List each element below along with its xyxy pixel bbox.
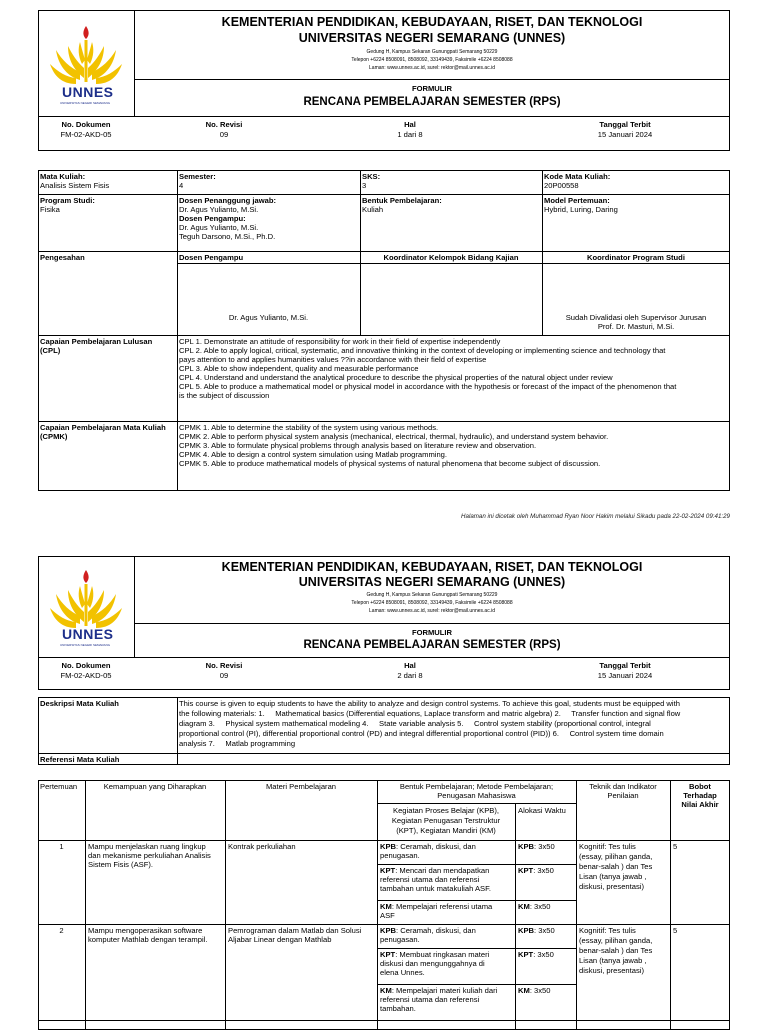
row-kpb: KPB: Ceramah, diskusi, dan: [380, 926, 476, 935]
revision: 09: [219, 671, 229, 680]
lecturer-2: Teguh Darsono, M.Si., Ph.D.: [179, 232, 276, 241]
approval-validated-note: Sudah Divalidasi oleh Supervisor Jurusan: [565, 313, 707, 322]
page-label: Hal: [404, 661, 416, 670]
doc-no-label: No. Dokumen: [61, 661, 111, 670]
address-line-1: Gedung H, Kampus Sekaran Gunungpati Semarang 50229: [366, 49, 498, 55]
col-time: Alokasi Waktu: [518, 806, 566, 815]
doc-no-label: No. Dokumen: [61, 120, 111, 129]
university-title: UNIVERSITAS NEGERI SEMARANG (UNNES): [298, 31, 566, 45]
cpl-line: is the subject of discussion: [179, 391, 270, 400]
page-number: 2 dari 8: [397, 671, 423, 680]
lecturer-1: Dr. Agus Yulianto, M.Si.: [179, 223, 259, 232]
sks-label: SKS:: [362, 172, 381, 181]
program: Fisika: [40, 205, 60, 214]
unnes-logo: [46, 564, 126, 654]
date: 15 Januari 2024: [597, 130, 653, 139]
row-meeting-number: 1: [59, 842, 64, 851]
col-form-line2: Penugasan Mahasiswa: [437, 791, 516, 800]
learning-form-label: Bentuk Pembelajaran:: [362, 196, 442, 205]
row-ability: Mampu menjelaskan ruang lingkup: [88, 842, 206, 851]
row-technique: Lisan (tanya jawab ,: [579, 872, 647, 881]
address-line-3: Laman: www.unnes.ac.id, surel: rektor@mail.unnes.ac.id: [369, 65, 495, 71]
logo-subtext: UNIVERSITAS NEGERI SEMARANG: [60, 101, 111, 105]
row-technique: Kognitif: Tes tulis: [579, 926, 636, 935]
address-line-2: Telepon +6224 8508091, 8508092, 33149439, Faksimile +6224 8508088: [351, 57, 513, 63]
row-kpt-cont: diskusi dan mengunggahnya di: [380, 959, 485, 968]
row-km-cont: referensi utama dan referensi: [380, 995, 480, 1004]
page-label: Hal: [404, 120, 416, 129]
row-kpt: KPT: Mencari dan mendapatkan: [380, 866, 490, 875]
cpl-line: CPL 3. Able to show independent, quality and measurable performance: [179, 364, 419, 373]
page-number: 1 dari 8: [397, 130, 423, 139]
lecturer-in-charge: Dr. Agus Yulianto, M.Si.: [179, 205, 259, 214]
description-line: analysis 7. Matlab programming: [179, 739, 296, 748]
ministry-title: KEMENTERIAN PENDIDIKAN, KEBUDAYAAN, RISET, DAN TEKNOLOGI: [221, 15, 643, 29]
cpmk-line: CPMK 1. Able to determine the stability of the system using various methods.: [179, 423, 439, 432]
cpl-line: pays attention to and applies humanities values ??in accordance with their field of expertise: [179, 355, 487, 364]
col-weight-line1: Bobot: [689, 782, 711, 791]
description-line: diagram 3. Physical system mathematical modeling 4. State variable analysis 5. Control system stability (proportional control, integral: [179, 719, 651, 728]
cpl-line: CPL 1. Demonstrate an attitude of responsibility for work in their field of expertise independently: [179, 337, 501, 346]
row-ability: komputer Mathlab dengan terampil.: [88, 935, 208, 944]
reference-label: Referensi Mata Kuliah: [40, 755, 120, 764]
course-name-label: Mata Kuliah:: [40, 172, 86, 181]
row-material: Pemrograman dalam Matlab dan Solusi: [228, 926, 362, 935]
description-line: This course is given to equip students to have the ability to analyze and design control systems. To achieve this goal, students must be equipped with: [179, 699, 680, 708]
row-kpt-time: KPT: 3x50: [518, 866, 554, 875]
cpl-line: CPL 4. Understand and understand the analytical procedure to describe the physical properties of the natural object under review: [179, 373, 613, 382]
row-kpt-cont: referensi utama dan referensi: [380, 875, 480, 884]
description-label: Deskripsi Mata Kuliah: [40, 699, 119, 708]
cpmk-line: CPMK 3. Able to formulate physical problems through analysis based on literature review and observation.: [179, 441, 537, 450]
row-kpb: KPB: Ceramah, diskusi, dan: [380, 842, 476, 851]
row-technique: (essay, pilihan ganda,: [579, 852, 653, 861]
form-title: RENCANA PEMBELAJARAN SEMESTER (RPS): [303, 96, 561, 108]
col-activity-line2: Kegiatan Penugasan Terstruktur: [391, 816, 501, 825]
col-weight-line3: Nilai Akhir: [681, 800, 719, 809]
address-line-2: Telepon +6224 8508091, 8508092, 33149439, Faksimile +6224 8508088: [351, 600, 513, 606]
approval-signature-program: Prof. Dr. Masturi, M.Si.: [597, 322, 675, 331]
date: 15 Januari 2024: [597, 671, 653, 680]
row-km-time: KM: 3x50: [518, 902, 551, 911]
col-technique-line2: Penilaian: [607, 791, 639, 800]
description-line: proportional control (PI), differential proportional control (PD) and integral differential proportional control (PID)) 6. Control system time domain: [179, 729, 664, 738]
cpl-line: CPL 2. Able to apply logical, critical, systematic, and innovative thinking in the context of developing or implementing science and technology that: [179, 346, 666, 355]
row-km-cont: ASF: [380, 911, 395, 920]
col-form-line1: Bentuk Pembelajaran; Metode Pembelajaran;: [399, 782, 554, 791]
row-kpb-cont: penugasan.: [380, 851, 420, 860]
cpl-label: Capaian Pembelajaran Lulusan (CPL): [40, 337, 153, 356]
logo-text: UNNES: [62, 84, 114, 100]
logo-subtext: UNIVERSITAS NEGERI SEMARANG: [60, 643, 111, 647]
sks: 3: [362, 181, 367, 190]
revision: 09: [219, 130, 229, 139]
cpmk-line: CPMK 2. Able to perform physical system analysis (mechanical, electrical, thermal, hydraulic), and understand system behavior.: [179, 432, 609, 441]
form-title: RENCANA PEMBELAJARAN SEMESTER (RPS): [303, 639, 561, 651]
col-material: Materi Pembelajaran: [265, 782, 337, 791]
row-material: Kontrak perkuliahan: [228, 842, 296, 851]
row-km: KM: Mempelajari materi kuliah dari: [380, 986, 498, 995]
approval-col-coordinator-field: Koordinator Kelompok Bidang Kajian: [383, 253, 519, 262]
cpl-line: CPL 5. Able to produce a mathematical model or physical model in accordance with the hypothesis or forecast of the impact of the phenomenon that: [179, 382, 677, 391]
university-title: UNIVERSITAS NEGERI SEMARANG (UNNES): [298, 575, 566, 589]
address-line-1: Gedung H, Kampus Sekaran Gunungpati Semarang 50229: [366, 592, 498, 598]
form-label: FORMULIR: [411, 628, 453, 637]
row-kpt-cont: tambahan untuk matakuliah ASF.: [380, 884, 492, 893]
row-weight: 5: [673, 842, 678, 851]
meeting-model-label: Model Pertemuan:: [544, 196, 610, 205]
row-ability: dan mekanisme perkuliahan Analisis: [88, 851, 211, 860]
row-kpt-cont: elena Unnes.: [380, 968, 425, 977]
unnes-logo: [46, 20, 126, 110]
approval-signature-lecturer: Dr. Agus Yulianto, M.Si.: [228, 313, 309, 322]
date-label: Tanggal Terbit: [599, 120, 651, 129]
row-km: KM: Mempelajari referensi utama: [380, 902, 493, 911]
address-line-3: Laman: www.unnes.ac.id, surel: rektor@mail.unnes.ac.id: [369, 608, 495, 614]
col-weight-line2: Terhadap: [683, 791, 717, 800]
row-weight: 5: [673, 926, 678, 935]
row-technique: (essay, pilihan ganda,: [579, 936, 653, 945]
cpmk-line: CPMK 5. Able to produce mathematical models of physical systems of natural phenomena that become subject of discussion.: [179, 459, 601, 468]
col-activity-line1: Kegiatan Proses Belajar (KPB),: [393, 806, 499, 815]
row-technique: benar-salah ) dan Tes: [579, 862, 653, 871]
ministry-title: KEMENTERIAN PENDIDIKAN, KEBUDAYAAN, RISET, DAN TEKNOLOGI: [221, 560, 643, 574]
approval-label: Pengesahan: [40, 253, 85, 262]
col-ability: Kemampuan yang Diharapkan: [103, 782, 207, 791]
row-kpt: KPT: Membuat ringkasan materi: [380, 950, 490, 959]
row-ability: Sistem Fisis (ASF).: [88, 860, 153, 869]
row-ability: Mampu mengoperasikan software: [88, 926, 203, 935]
lecturers-label: Dosen Pengampu:: [179, 214, 246, 223]
revision-label: No. Revisi: [205, 661, 243, 670]
doc-no: FM-02-AKD-05: [60, 130, 112, 139]
row-kpt-time: KPT: 3x50: [518, 950, 554, 959]
row-kpb-time: KPB: 3x50: [518, 926, 555, 935]
row-material: Aljabar Linear dengan Mathlab: [228, 935, 332, 944]
lecturer-in-charge-label: Dosen Penanggung jawab:: [179, 196, 277, 205]
course-name: Analisis Sistem Fisis: [40, 181, 110, 190]
col-meeting: Pertemuan: [40, 782, 78, 791]
row-technique: benar-salah ) dan Tes: [579, 946, 653, 955]
cpmk-line: CPMK 4. Able to design a control system simulation using Matlab programming.: [179, 450, 448, 459]
row-kpb-time: KPB: 3x50: [518, 842, 555, 851]
row-technique: diskusi, presentasi): [579, 966, 644, 975]
row-km-time: KM: 3x50: [518, 986, 551, 995]
print-footer-note: Halaman ini dicetak oleh Muhammad Ryan Noor Hakim melalui Sikadu pada 22-02-2024 09:41:29: [461, 513, 730, 520]
row-km-cont: tambahan.: [380, 1004, 416, 1013]
col-activity-line3: (KPT), Kegiatan Mandiri (KM): [396, 826, 496, 835]
date-label: Tanggal Terbit: [599, 661, 651, 670]
col-technique-line1: Teknik dan Indikator: [589, 782, 657, 791]
meeting-model: Hybrid, Luring, Daring: [544, 205, 618, 214]
form-label: FORMULIR: [411, 84, 453, 93]
row-technique: Kognitif: Tes tulis: [579, 842, 636, 851]
course-code: 20P00558: [544, 181, 579, 190]
doc-no: FM-02-AKD-05: [60, 671, 112, 680]
course-code-label: Kode Mata Kuliah:: [544, 172, 611, 181]
program-label: Program Studi:: [40, 196, 95, 205]
row-kpb-cont: penugasan.: [380, 935, 420, 944]
row-technique: Lisan (tanya jawab ,: [579, 956, 647, 965]
description-line: the following materials: 1. Mathematical basics (Differential equations, Laplace transform and matric algebra) 2. Transfer function and signal flow: [179, 709, 681, 718]
row-meeting-number: 2: [59, 926, 64, 935]
approval-col-coordinator-program: Koordinator Program Studi: [587, 253, 685, 262]
logo-text: UNNES: [62, 626, 114, 642]
semester-label: Semester:: [179, 172, 216, 181]
revision-label: No. Revisi: [205, 120, 243, 129]
approval-col-lecturer: Dosen Pengampu: [179, 253, 244, 262]
semester: 4: [179, 181, 184, 190]
row-technique: diskusi, presentasi): [579, 882, 644, 891]
learning-form: Kuliah: [362, 205, 384, 214]
cpmk-label: Capaian Pembelajaran Mata Kuliah (CPMK): [40, 423, 166, 442]
